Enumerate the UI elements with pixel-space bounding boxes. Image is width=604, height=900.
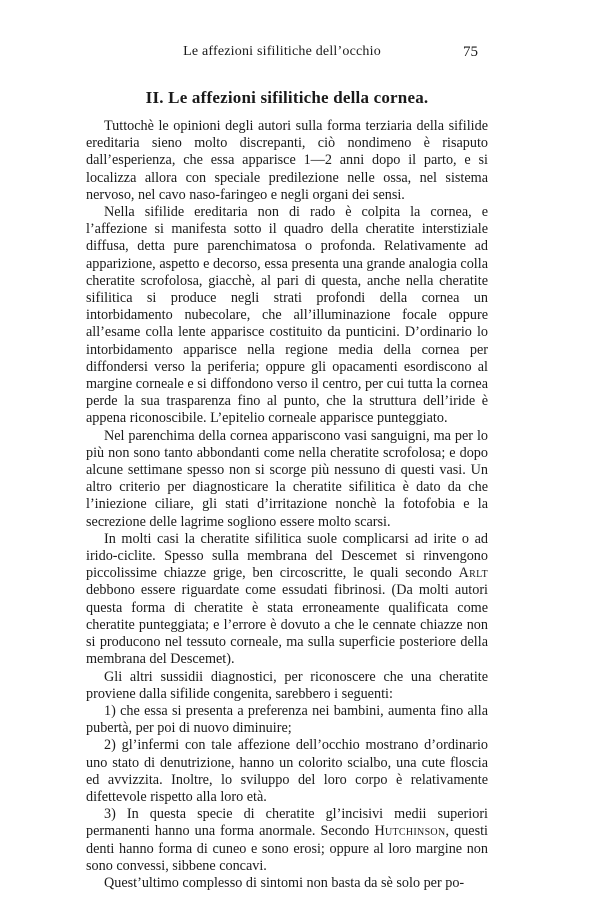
body-text [86,118,488,892]
list-item [86,806,488,875]
paragraph-text: In molti casi la cheratite sifilitica suole complicarsi ad irite o ad irido-ciclite. Spesso sulla membrana del Descemet si rinvengono piccolissime chiazze grige, ben circoscritte, le quali secondo [86,530,488,582]
paragraph: Quest’ultimo complesso di sintomi non basta da sè solo per po- [104,874,465,891]
paragraph-text: debbono essere riguardate come essudati fibrinosi. (Da molti autori questa forma di cheratite è stata erroneamente qualificata come cheratite punteggiata; e l’errore è dovuto a che le cennate chiazze non si producono nel tessuto corneale, ma sulla superficie posteriore della membrana del Descemet). [86,582,488,668]
paragraph [86,531,488,669]
section-title: II. Le affezioni sifilitiche della cornea. [145,88,429,107]
list-item: 1) che essa si presenta a preferenza nei bambini, aumenta fino alla pubertà, per poi di nuovo diminuire; [86,702,488,737]
paragraph: Nel parenchima della cornea appariscono vasi sanguigni, ma per lo più non sono tanto abbondanti come nella cheratite scrofolosa; e dopo alcune settimane spesso non si scorge più nessuno di questi vasi. Un altro criterio per diagnosticare la cheratite sifilitica è dato da che l’iniezione ciliare, gli stati d’irritazione nonchè la fotofobia e la secrezione delle lagrime sogliono essere molto scarsi. [86,427,488,530]
page-number: 75 [463,44,478,60]
paragraph: Gli altri sussidii diagnostici, per riconoscere che una cheratite proviene dalla sifilide congenita, sarebbero i seguenti: [86,668,488,702]
running-title: Le affezioni sifilitiche dell’occhio [183,44,381,59]
author-name-hutchinson: Hutchinson [374,823,446,840]
paragraph-text: , questi denti hanno forma di cuneo e sono erosi; oppure al loro margine non sono convessi, sibbene concavi. [86,823,488,874]
paragraph-text: 3) In questa specie di cheratite gl’incisivi medii superiori permanenti hanno una forma anormale. Secondo [86,806,488,840]
author-name-arlt: Arlt [458,565,488,582]
paragraph: Tuttochè le opinioni degli autori sulla forma terziaria della sifilide ereditaria sieno molto discrepanti, ciò nondimeno è risaputo dall’esperienza, che essa apparisce 1—2 anni dopo il parto, e si localizza allora con speciale predilezione nelle ossa, nel sistema nervoso, nel cavo naso-faringeo e negli organi dei sensi. [86,118,488,203]
paragraph: Nella sifilide ereditaria non di rado è colpita la cornea, e l’affezione si manifesta sotto il quadro della cheratite interstiziale diffusa, detta pure parenchimatosa o profonda. Relativamente ad apparizione, aspetto e decorso, essa presenta una grande analogia colla cheratite scrofolosa, giacchè, al pari di questa, anche nella cheratite sifilitica si produce negli strati profondi della cornea un intorbidamento nubecolare, che all’illuminazione focale oppure all’esame colla lente apparisce costituito da punticini. D’ordinario lo intorbidamento apparisce nella regione media della cornea per diffondersi verso la periferia; oppure gli opacamenti esordiscono al margine corneale e si diffondono verso il centro, per cui tutta la cornea perde la sua trasparenza fino al punto, che la struttura dell’iride è appena riconoscibile. L’epitelio corneale apparisce punteggiato. [86,204,488,427]
list-item: 2) gl’infermi con tale affezione dell’occhio mostrano d’ordinario uno stato di denutrizione, hanno un colorito scialbo, una cute floscia ed avvizzita. Inoltre, lo sviluppo del loro corpo è relativamente difettevole rispetto alla loro età. [86,737,488,805]
